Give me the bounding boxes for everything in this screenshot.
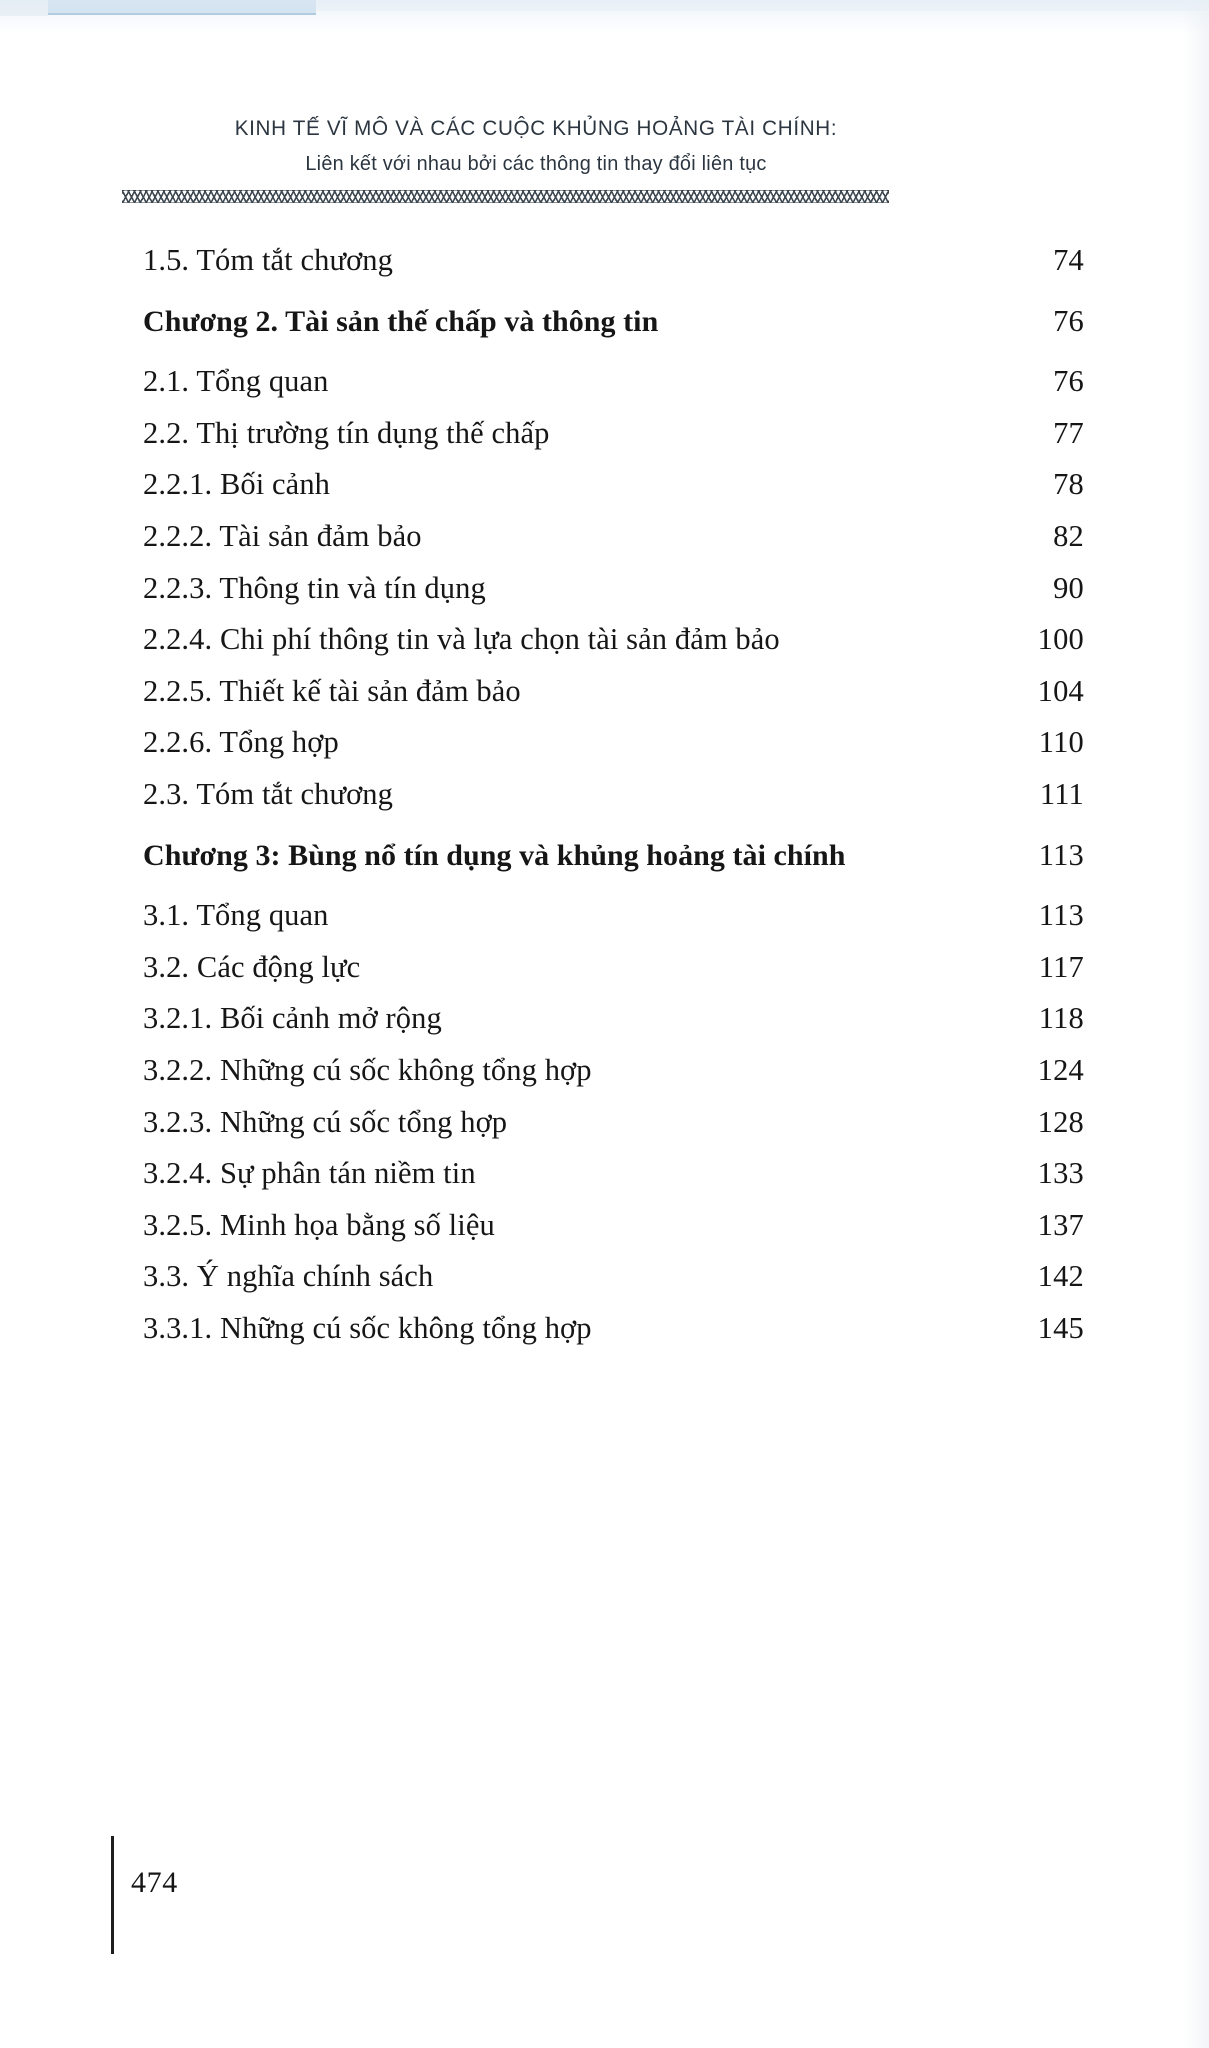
toc-entry[interactable] [0, 899, 1209, 951]
toc-entry[interactable] [0, 305, 1209, 357]
decorative-divider [122, 190, 889, 203]
toc-entry-page-number: 100 [1037, 622, 1084, 657]
toc-entry[interactable] [0, 244, 1209, 296]
toc-entry-page-number: 118 [1038, 1001, 1084, 1036]
running-header-line-2: Liên kết với nhau bởi các thông tin thay đổi liên tục [305, 151, 767, 175]
toc-entry[interactable] [0, 1157, 1209, 1209]
toc-entry[interactable] [0, 839, 1209, 891]
toc-entry-title: 3.2.2. Những cú sốc không tổng hợp [143, 1052, 592, 1087]
toc-entry[interactable] [0, 572, 1209, 624]
toc-entry-page-number: 142 [1037, 1259, 1084, 1294]
toc-entry-title: 2.2.6. Tổng hợp [143, 725, 339, 760]
scan-artifact-left [0, 0, 48, 16]
toc-entry-title: 2.2. Thị trường tín dụng thế chấp [143, 415, 550, 450]
toc-entry-title: 2.1. Tổng quan [143, 364, 329, 399]
toc-entry-title: 2.2.5. Thiết kế tài sản đảm bảo [143, 673, 521, 708]
toc-entry-title: 2.2.4. Chi phí thông tin và lựa chọn tài sản đảm bảo [143, 622, 780, 657]
toc-entry[interactable] [0, 1002, 1209, 1054]
toc-entry[interactable] [0, 468, 1209, 520]
toc-entry-page-number: 111 [1039, 776, 1084, 811]
divider-bottom-edge [122, 202, 889, 203]
toc-entry-page-number: 82 [1053, 518, 1084, 553]
toc-entry-title: 3.2.5. Minh họa bằng số liệu [143, 1207, 495, 1242]
page-number: 474 [131, 1866, 178, 1899]
running-header [170, 112, 902, 179]
toc-entry-page-number: 78 [1053, 467, 1084, 502]
toc-entry[interactable] [0, 1054, 1209, 1106]
toc-entry[interactable] [0, 623, 1209, 675]
toc-entry[interactable] [0, 1260, 1209, 1312]
toc-entry-title: 2.2.1. Bối cảnh [143, 467, 331, 502]
toc-entry-page-number: 74 [1053, 243, 1084, 277]
toc-entry-title: 3.3. Ý nghĩa chính sách [143, 1259, 434, 1294]
toc-entry-page-number: 90 [1053, 570, 1084, 605]
toc-entry-page-number: 145 [1037, 1310, 1084, 1345]
toc-entry-page-number: 124 [1037, 1052, 1084, 1087]
toc-entry-title: 2.2.2. Tài sản đảm bảo [143, 518, 422, 553]
toc-entry[interactable] [0, 1312, 1209, 1364]
toc-entry-title: 3.1. Tổng quan [143, 898, 329, 933]
toc-entry-page-number: 113 [1038, 898, 1084, 933]
toc-entry-title: 3.2.3. Những cú sốc tổng hợp [143, 1104, 508, 1139]
toc-entry-title: Chương 2. Tài sản thế chấp và thông tin [143, 304, 659, 338]
toc-entry[interactable] [0, 1209, 1209, 1261]
toc-entry-page-number: 104 [1037, 673, 1084, 708]
toc-entry[interactable] [0, 1106, 1209, 1158]
toc-entry-title: 2.3. Tóm tắt chương [143, 776, 394, 811]
toc-entry[interactable] [0, 365, 1209, 417]
toc-entry[interactable] [0, 726, 1209, 778]
toc-entry-page-number: 117 [1038, 949, 1084, 984]
toc-entry-page-number: 133 [1037, 1156, 1084, 1191]
toc-entry-title: 2.2.3. Thông tin và tín dụng [143, 570, 486, 605]
toc-entry-title: 3.2. Các động lực [143, 949, 361, 984]
toc-entry-page-number: 76 [1053, 303, 1084, 338]
toc-entry-title: 3.3.1. Những cú sốc không tổng hợp [143, 1310, 592, 1345]
toc-entry-page-number: 77 [1053, 415, 1084, 450]
folio-margin-rule [111, 1836, 114, 1954]
toc-entry[interactable] [0, 951, 1209, 1003]
toc-entry-page-number: 76 [1053, 364, 1084, 399]
toc-entry[interactable] [0, 778, 1209, 830]
toc-entry-page-number: 113 [1038, 837, 1084, 872]
toc-entry-title: Chương 3: Bùng nổ tín dụng và khủng hoảng tài chính [143, 838, 846, 872]
scan-artifact-right [316, 0, 1209, 11]
toc-entry-page-number: 110 [1038, 725, 1084, 760]
toc-entry[interactable] [0, 417, 1209, 469]
toc-entry[interactable] [0, 675, 1209, 727]
running-header-line-1: KINH TẾ VĨ MÔ VÀ CÁC CUỘC KHỦNG HOẢNG TÀI CHÍNH: [234, 116, 838, 140]
toc-entry-title: 3.2.4. Sự phân tán niềm tin [143, 1156, 476, 1191]
toc-entry-title: 1.5. Tóm tắt chương [143, 243, 394, 277]
toc-entry-title: 3.2.1. Bối cảnh mở rộng [143, 1001, 442, 1036]
toc-entry-page-number: 137 [1037, 1207, 1084, 1242]
scan-artifact-strip [48, 0, 316, 15]
toc-entry[interactable] [0, 520, 1209, 572]
table-of-contents [0, 244, 1209, 1363]
toc-entry-page-number: 128 [1037, 1104, 1084, 1139]
